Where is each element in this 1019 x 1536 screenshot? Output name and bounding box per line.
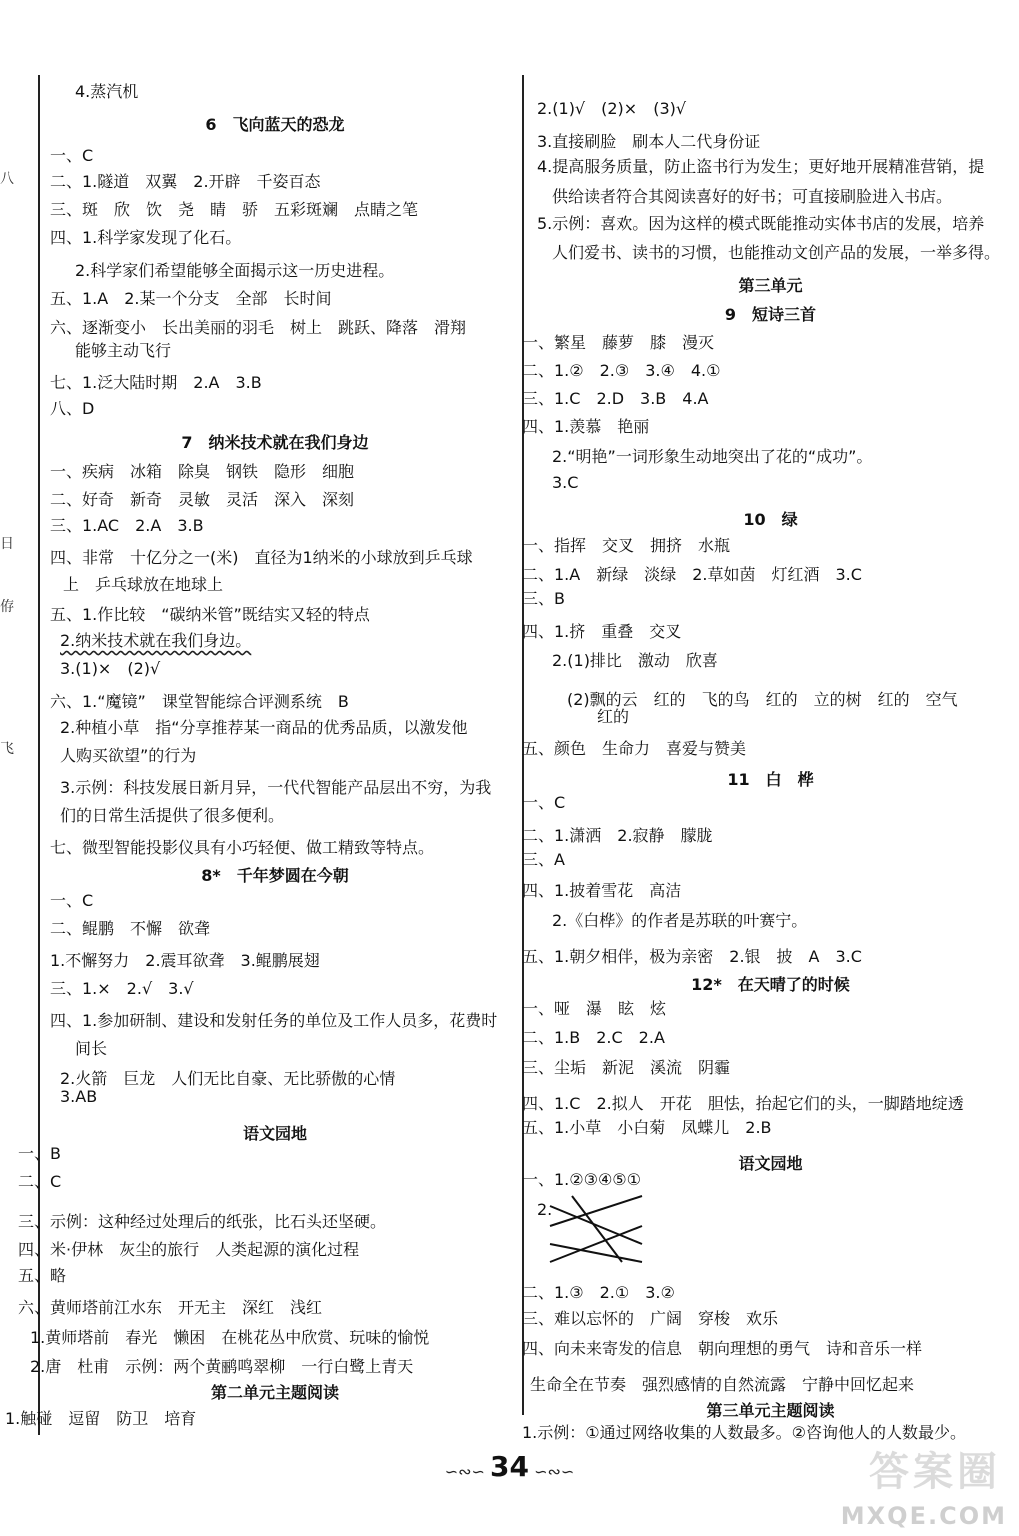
answer-line: 3.直接刷脸 刷本人二代身份证	[537, 132, 761, 151]
answer-line: 1.不懈努力 2.震耳欲聋 3.鲲鹏展翅	[50, 951, 320, 970]
answer-line: 三、示例：这种经过处理后的纸张，比石头还坚硬。	[18, 1212, 387, 1231]
answer-line: 六、逐渐变小 长出美丽的羽毛 树上 跳跃、降落 滑翔	[50, 318, 467, 337]
answer-line: 一、哑 瀑 眩 炫	[522, 999, 667, 1018]
section-title: 9 短诗三首	[724, 305, 817, 324]
answer-line: 三、尘垢 新泥 溪流 阴霾	[522, 1058, 731, 1077]
answer-line: 一、1.②③④⑤①	[522, 1170, 641, 1189]
answer-line: 五、1.A 2.某一个分支 全部 长时间	[50, 289, 332, 308]
section-title: 语文园地	[242, 1124, 307, 1143]
answer-line: 5.示例：喜欢。因为这样的模式既能推动实体书店的发展，培养	[537, 214, 985, 233]
edge-mark: 飞	[0, 741, 14, 757]
answer-line: 四、1.羡慕 艳丽	[522, 417, 650, 436]
answer-line: 二、1.② 2.③ 3.④ 4.①	[522, 361, 721, 380]
answer-line: 一、繁星 藤萝 膝 漫灭	[522, 333, 715, 352]
answer-line: 生命全在节奏 强烈感情的自然流露 宁静中回忆起来	[530, 1375, 915, 1394]
answer-line: 五、颜色 生命力 喜爱与赞美	[522, 739, 747, 758]
section-title: 10 绿	[743, 510, 798, 529]
section-title: 7 纳米技术就在我们身边	[181, 433, 369, 452]
answer-line: 三、A	[522, 850, 565, 869]
answer-line: 人购买欲望”的行为	[60, 746, 197, 765]
answer-line: (2)飘的云 红的 飞的鸟 红的 立的树 红的 空气	[567, 690, 958, 709]
answer-line: 二、1.B 2.C 2.A	[522, 1028, 665, 1047]
page-number: 34	[490, 1450, 529, 1483]
answer-line: 六、1.“魔镜” 课堂智能综合评测系统 B	[50, 692, 349, 711]
section-title: 12* 在天晴了的时候	[691, 975, 850, 994]
right-ornament-icon: ∽∾∽	[534, 1462, 575, 1481]
answer-line: 4.蒸汽机	[75, 82, 139, 101]
answer-line: 1.黄师塔前 春光 懒困 在桃花丛中欣赏、玩味的愉悦	[30, 1328, 430, 1347]
answer-line: 五、1.朝夕相伴，极为亲密 2.银 披 A 3.C	[522, 947, 862, 966]
answer-line: 五、1.作比较 “碳纳米管”既结实又轻的特点	[50, 605, 370, 624]
answer-line: 二、1.隧道 双翼 2.开辟 千姿百态	[50, 172, 321, 191]
answer-line: 一、指挥 交叉 拥挤 水瓶	[522, 536, 731, 555]
left-ornament-icon: ∽∾∽	[444, 1462, 485, 1481]
answer-line: 二、好奇 新奇 灵敏 灵活 深入 深刻	[50, 490, 355, 509]
answer-line: 三、B	[522, 589, 565, 608]
answer-line: 四、1.披着雪花 高洁	[522, 881, 682, 900]
section-title: 11 白 桦	[727, 770, 814, 789]
edge-mark: 侟	[0, 599, 14, 615]
answer-line: 2.《白桦》的作者是苏联的叶赛宁。	[552, 911, 808, 930]
answer-line: 1.触碰 逗留 防卫 培育	[5, 1409, 197, 1428]
left-column	[0, 0, 510, 1460]
answer-line: 供给读者符合其阅读喜好的好书；可直接刷脸进入书店。	[552, 187, 953, 206]
answer-line: 一、C	[522, 793, 566, 812]
answer-line: 三、1.AC 2.A 3.B	[50, 516, 204, 535]
answer-line: 2.火箭 巨龙 人们无比自豪、无比骄傲的心情	[60, 1069, 396, 1088]
answer-line: 4.提高服务质量，防止盗书行为发生；更好地开展精准营销，提	[537, 157, 985, 176]
answer-line: 一、疾病 冰箱 除臭 钢铁 隐形 细胞	[50, 462, 355, 481]
answer-line: 五、略	[18, 1266, 67, 1285]
answer-line: 2.“明艳”一词形象生动地突出了花的“成功”。	[552, 447, 873, 466]
answer-line: 五、1.小草 小白菊 凤蝶儿 2.B	[522, 1118, 772, 1137]
answer-line: 2.纳米技术就在我们身边。	[60, 631, 252, 650]
answer-line: 2.唐 杜甫 示例：两个黄鹂鸣翠柳 一行白鹭上青天	[30, 1357, 414, 1376]
section-title: 语文园地	[738, 1154, 803, 1173]
right-column	[512, 0, 1019, 1460]
watermark-logo: 答案圈	[869, 1449, 1001, 1495]
answer-line: 三、1.C 2.D 3.B 4.A	[522, 389, 709, 408]
answer-line: 三、难以忘怀的 广阔 穿梭 欢乐	[522, 1309, 779, 1328]
answer-line: 三、1.× 2.√ 3.√	[50, 979, 194, 998]
answer-line: 们的日常生活提供了很多便利。	[60, 806, 285, 825]
answer-line: 七、微型智能投影仪具有小巧轻便、做工精致等特点。	[50, 838, 435, 857]
answer-line: 一、B	[18, 1144, 61, 1163]
answer-line: 3.示例：科技发展日新月异，一代代智能产品层出不穷，为我	[60, 778, 492, 797]
answer-line: 四、1.C 2.拟人 开花 胆怯，抬起它们的头，一脚踏地绽透	[522, 1094, 964, 1113]
answer-line: 2.	[537, 1200, 553, 1219]
section-title: 第三单元主题阅读	[706, 1401, 835, 1420]
answer-line: 3.C	[552, 473, 579, 492]
answer-line: 二、1.A 新绿 淡绿 2.草如茵 灯红酒 3.C	[522, 565, 862, 584]
answer-line: 能够主动飞行	[75, 341, 172, 360]
answer-line: 2.种植小草 指“分享推荐某一商品的优秀品质，以激发他	[60, 718, 468, 737]
answer-line: 四、非常 十亿分之一(米) 直径为1纳米的小球放到乒乓球	[50, 548, 473, 567]
answer-line: 一、C	[50, 146, 94, 165]
edge-mark: 八	[0, 171, 14, 187]
answer-line: 四、1.科学家发现了化石。	[50, 228, 242, 247]
answer-line: 1.示例：①通过网络收集的人数最多。②咨询他人的人数最少。	[522, 1423, 966, 1442]
answer-line: 二、C	[18, 1172, 62, 1191]
answer-line: 红的	[597, 707, 630, 726]
answer-line: 二、1.潇洒 2.寂静 朦胧	[522, 826, 713, 845]
answer-line: 三、斑 欣 饮 尧 睛 骄 五彩斑斓 点睛之笔	[50, 200, 419, 219]
answer-line: 四、1.参加研制、建设和发射任务的单位及工作人员多，花费时	[50, 1011, 498, 1030]
answer-line: 2.科学家们希望能够全面揭示这一历史进程。	[75, 261, 395, 280]
watermark	[831, 1440, 1011, 1532]
answer-line: 二、鲲鹏 不懈 欲聋	[50, 919, 211, 938]
answer-line: 二、1.③ 2.① 3.②	[522, 1283, 675, 1302]
answer-line: 四、1.挤 重叠 交叉	[522, 622, 682, 641]
answer-line: 七、1.泛大陆时期 2.A 3.B	[50, 373, 262, 392]
answer-line: 3.(1)× (2)√	[60, 659, 161, 678]
matching-lines-diagram	[542, 1188, 652, 1270]
answer-line: 2.(1)排比 激动 欣喜	[552, 651, 718, 670]
answer-line: 人们爱书、读书的习惯，也能推动文创产品的发展，一举多得。	[552, 243, 1001, 262]
answer-line: 四、米·伊林 灰尘的旅行 人类起源的演化过程	[18, 1240, 360, 1259]
section-title: 6 飞向蓝天的恐龙	[205, 115, 345, 134]
answer-line: 四、向未来寄发的信息 朝向理想的勇气 诗和音乐一样	[522, 1339, 923, 1358]
answer-line: 一、C	[50, 891, 94, 910]
answer-line: 八、D	[50, 399, 95, 418]
edge-mark: 日	[0, 536, 14, 552]
answer-line: 六、黄师塔前江水东 开无主 深红 浅红	[18, 1298, 323, 1317]
watermark-text: MXQE.COM	[840, 1502, 1007, 1530]
answer-line: 间长	[75, 1039, 108, 1058]
answer-line: 上 乒乓球放在地球上	[63, 575, 224, 594]
answer-line: 3.AB	[60, 1087, 98, 1106]
unit-title: 第三单元	[738, 276, 803, 295]
answer-line: 2.(1)√ (2)× (3)√	[537, 99, 687, 118]
section-title: 8* 千年梦圆在今朝	[201, 866, 349, 885]
section-title: 第二单元主题阅读	[210, 1383, 339, 1402]
